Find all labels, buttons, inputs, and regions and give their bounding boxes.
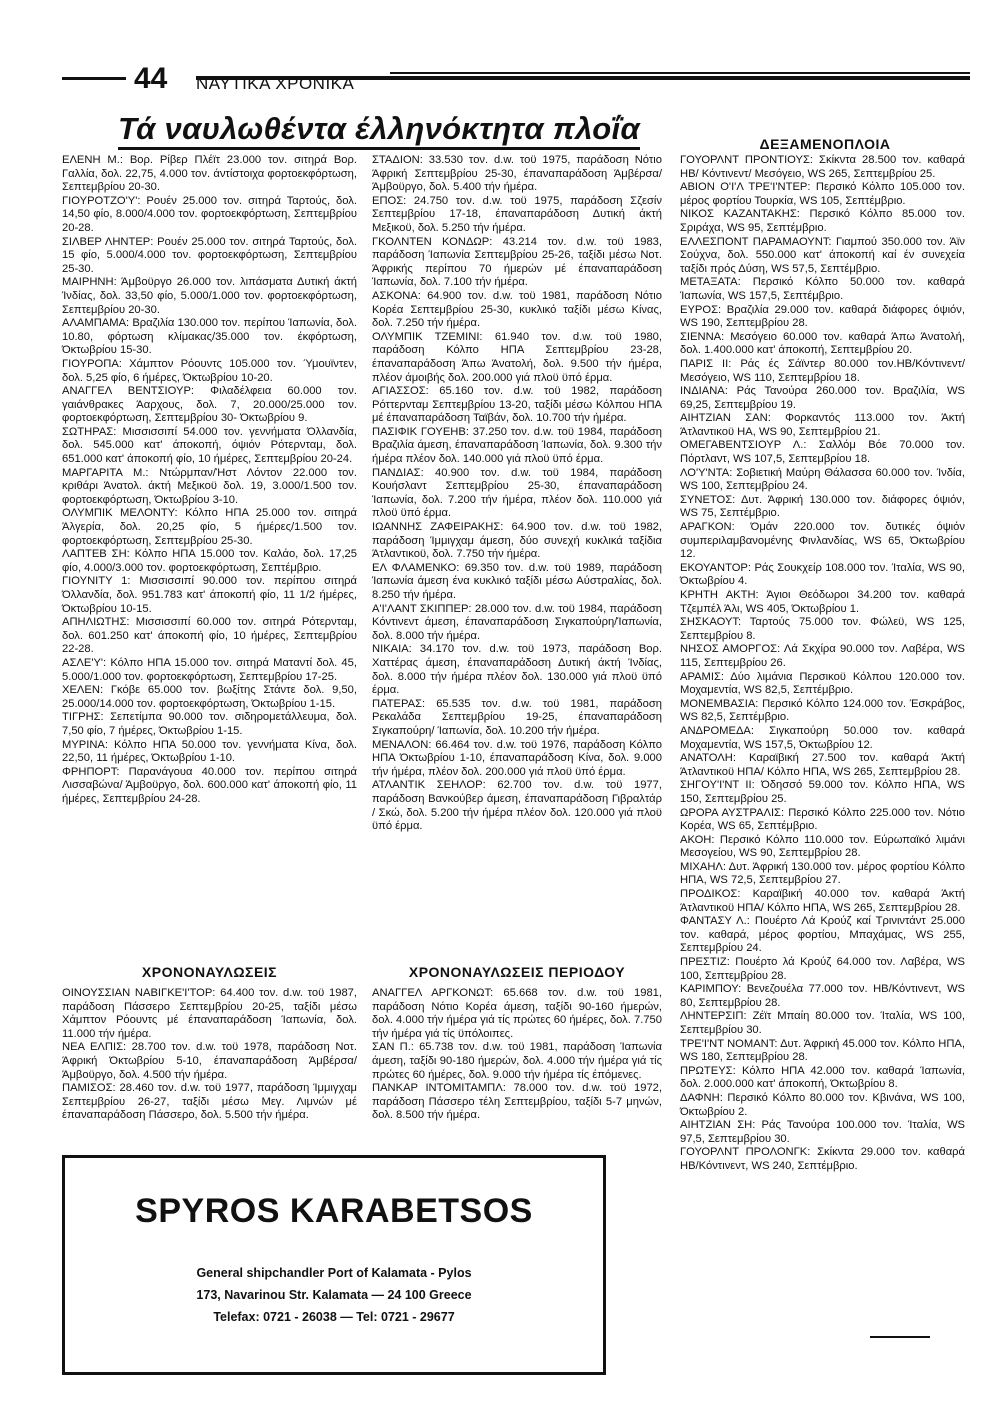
charter-entry: ΧΕΛΕΝ: Γκόβε 65.000 τον. βωξίτης Στάντε δολ. 9,50, 25.000/14.000 τον. φορτοεκφόρτωση, Όκτωβρίου 1-15.: [62, 684, 357, 710]
charter-entry: ΜΙΧΑΗΛ: Δυτ. Άφρική 130.000 τον. μέρος φορτίου Κόλπο ΗΠΑ, WS 72,5, Σεπτεμβρίου 27.: [680, 860, 965, 887]
charter-entry: ΣΙΕΝΝΑ: Μεσόγειο 60.000 τον. καθαρά Άπω Άνατολή, δολ. 1.400.000 κατ' άποκοπή, Σεπτεμβρίου 20.: [680, 330, 965, 357]
charter-entry: ΕΛ ΦΛΑΜΕΝΚΟ: 69.350 τον. d.w. τοϋ 1989, παράδοση Ίαπωνία άμεση ένα κυκλικό ταξίδι μέσω Αύστραλίας, δολ. 8.250 τήν ήμέρα.: [372, 561, 662, 601]
charter-entry: ΑΡΑΓΚΟΝ: Όμάν 220.000 τον. δυτικές όψιόν συμπεριλαμβανομένης Φινλανδίας, WS 65, Όκτωβρίου 12.: [680, 521, 965, 561]
charter-entry: ΑΝΑΤΟΛΗ: Καραϊβική 27.500 τον. καθαρά Άκτή Άτλαντικοϋ ΗΠΑ/ Κόλπο ΗΠΑ, WS 265, Σεπτεμβρίου 28.: [680, 752, 965, 778]
charter-entry: Α'Ι'ΛΑΝΤ ΣΚΙΠΠΕΡ: 28.000 τον. d.w. τοϋ 1984, παράδοση Κόντινεντ άμεση, έπαναπαράδοση Σιγκαπούρη/Ίαπωνία, δολ. 8.000 τήν ήμέρα.: [372, 602, 662, 642]
charter-entry: ΦΡΗΠΟΡΤ: Παρανάγουα 40.000 τον. περίπου σιτηρά Λισσαβώνα/ Άμβοϋργο, δολ. 600.000 κατ' άποκοπή φίο, 11 ήμέρες, Σεπτεμβρίου 24-28.: [62, 765, 357, 805]
charter-entry: ΟΛΥΜΠΙΚ ΤΖΕΜΙΝΙ: 61.940 τον. d.w. τοϋ 1980, παράδοση Κόλπο ΗΠΑ Σεπτεμβρίου 23-28, έπαναπαράδοση Άπω Άνατολή, δολ. 9.500 τήν ήμέρα, πλέον άμοιβής δολ. 200.000 γιά πλοϋ ϋπό έρμα.: [372, 330, 662, 384]
charter-entry: ΤΙΓΡΗΣ: Σεπετίμπα 90.000 τον. σιδηρομετάλλευμα, δολ. 7,50 φίο, 7 ήμέρες, Όκτωβρίου 1-15.: [62, 711, 357, 737]
charter-entry: ΟΜΕΓΑΒΕΝΤΣΙΟΥΡ Λ.: Σαλλόμ Βόε 70.000 τον. Πόρτλαντ, WS 107,5, Σεπτεμβρίου 18.: [680, 439, 965, 466]
charter-entry: ΑΣΛΕ'Υ': Κόλπο ΗΠΑ 15.000 τον. σιτηρά Ματαντί δολ. 45, 5.000/1.000 τον. φορτοεκφόρτωση, Σεπτεμβρίου 17-25.: [62, 656, 357, 683]
charter-entry: ΠΑΜΙΣΟΣ: 28.460 τον. d.w. τοϋ 1977, παράδοση Ίμμιγχαμ Σεπτεμβρίου 26-27, ταξίδι μέσω Μεγ. Λιμνών μέ έπαναπαράδοση Πάσσερο, δολ. 5.500 τήν ήμέρα.: [62, 1082, 357, 1122]
advertisement-box: [62, 1155, 606, 1375]
charter-entry: ΠΡΟΔΙΚΟΣ: Καραϊβική 40.000 τον. καθαρά Άκτή Άτλαντικοϋ ΗΠΑ/ Κόλπο ΗΠΑ, WS 265, Σεπτεμβρίου 28.: [680, 888, 965, 914]
charter-entry: ΔΑΦΝΗ: Περσικό Κόλπο 80.000 τον. Κβινάνα, WS 100, Όκτωβρίου 2.: [680, 1091, 965, 1118]
charter-entry: ΕΛΕΝΗ Μ.: Βορ. Ρίβερ Πλέϊτ 23.000 τον. σιτηρά Βορ. Γαλλία, δολ. 22,75, 4.000 τον. άντίστοιχα φορτοεκφόρτωση, Σεπτεμβρίου 20-30.: [62, 154, 357, 194]
charter-entry: ΑΝΔΡΟΜΕΔΑ: Σιγκαπούρη 50.000 τον. καθαρά Μοχαμεντία, WS 157,5, Όκτωβρίου 12.: [680, 724, 965, 751]
charter-entry: ΓΟΥΟΡΛΝΤ ΠΡΟΝΤΙΟΥΣ: Σκίκντα 28.500 τον. καθαρά ΗΒ/ Κόντινεντ/ Μεσόγειο, WS 265, Σεπτεμβρίου 25.: [680, 154, 965, 180]
charter-entry: ΝΙΚΟΣ ΚΑΖΑΝΤΑΚΗΣ: Περσικό Κόλπο 85.000 τον. Σριράχα, WS 95, Σεπτέμβριο.: [680, 208, 965, 234]
charter-entry: ΛΗΝΤΕΡΣΙΠ: Ζέϊτ Μπαίη 80.000 τον. Ίταλία, WS 100, Σεπτεμβρίου 30.: [680, 1010, 965, 1036]
charter-entry: ΕΛΛΕΣΠΟΝΤ ΠΑΡΑΜΑΟΥΝΤ: Γιαμπού 350.000 τον. Άϊν Σούχνα, δολ. 550.000 κατ' άποκοπή καί έν συνεχεία ταξίδι πρός Δύση, WS 57,5, Σεπτέμβριο.: [680, 235, 965, 275]
advert-line-2: 173, Navarinou Str. Kalamata — 24 100 Greece: [196, 1288, 472, 1302]
charter-entry: ΑΚΟΗ: Περσικό Κόλπο 110.000 τον. Εύρωπαϊκό λιμάνι Μεσογείου, WS 90, Σεπτεμβρίου 28.: [680, 833, 965, 860]
charter-entry: ΑΝΑΓΓΕΛ ΒΕΝΤΣΙΟΥΡ: Φιλαδέλφεια 60.000 τον. γαιάνθρακες Άαρχους, δολ. 7, 20.000/25.000 τον. φορτοεκφόρτωση, Σεπτεμβρίου 30- Όκτωβρίου 9.: [62, 385, 357, 425]
charter-entry: ΠΑΡΙΣ ΙΙ: Ράς ές Σάϊντερ 80.000 τον.ΗΒ/Κόντινεντ/ Μεσόγειο, WS 110, Σεπτεμβρίου 18.: [680, 357, 965, 384]
charter-entry: ΛΑΠΤΕΒ ΣΗ: Κόλπο ΗΠΑ 15.000 τον. Καλάο, δολ. 17,25 φίο, 4.000/3.000 τον. φορτοεκφόρτωση, Σεπτέμβριο.: [62, 548, 357, 574]
charter-entry: ΜΥΡΙΝΑ: Κόλπο ΗΠΑ 50.000 τον. γεννήματα Κίνα, δολ. 22,50, 11 ήμέρες, Όκτωβρίου 1-10.: [62, 738, 357, 765]
header-rule-left: [62, 77, 126, 80]
page-title: Τά ναυλωθέντα έλληνόκτητα πλοΐα: [118, 112, 640, 150]
charter-entry: ΕΥΡΟΣ: Βραζιλία 29.000 τον. καθαρά διάφορες όψιόν, WS 190, Σεπτεμβρίου 28.: [680, 303, 965, 330]
charters-column-1: [62, 154, 357, 807]
charter-entry: ΜΕΤΑΞΑΤΑ: Περσικό Κόλπο 50.000 τον. καθαρά Ίαπωνία, WS 157,5, Σεπτέμβριο.: [680, 276, 965, 302]
charter-entry: ΑΠΗΛΙΩΤΗΣ: Μισσισσιπί 60.000 τον. σιτηρά Ρότερνταμ, δολ. 601.250 κατ' άποκοπή φίο, 10 ήμέρες, Σεπτεμβρίου 22-28.: [62, 616, 357, 656]
charter-entry: ΣΩΤΗΡΑΣ: Μισσισσιπί 54.000 τον. γεννήματα Όλλανδία, δολ. 545.000 κατ' άποκοπή, όψιόν Ρότερνταμ, δολ. 651.000 κατ' άποκοπή φίο, 10 ήμέρες, Σεπτεμβρίου 20-24.: [62, 425, 357, 466]
charter-entry: ΙΝΔΙΑΝΑ: Ράς Τανούρα 260.000 τον. Βραζιλία, WS 69,25, Σεπτεμβρίου 19.: [680, 385, 965, 411]
advert-company-name: SPYROS KARABETSOS: [135, 1192, 533, 1230]
charter-entry: ΜΑΙΡΗΝΗ: Άμβοϋργο 26.000 τον. λιπάσματα Δυτική άκτή Ίνδίας, δολ. 33,50 φίο, 5.000/1.000 τον. φορτοεκφόρτωση, Σεπτεμβρίου 20-30.: [62, 276, 357, 316]
period-charters-list: [372, 987, 662, 1123]
charter-entry: ΝΗΣΟΣ ΑΜΟΡΓΟΣ: Λά Σκχίρα 90.000 τον. Λαβέρα, WS 115, Σεπτεμβρίου 26.: [680, 643, 965, 669]
tankers-column: [680, 154, 965, 1174]
page-number: 44: [134, 62, 168, 95]
charter-entry: ΠΑΣΙΦΙΚ ΓΟΥΕΗΒ: 37.250 τον. d.w. τοϋ 1984, παράδοση Βραζιλία άμεση, έπαναπαράδοση Ίαπωνία, δολ. 9.300 τήν ήμέρα πλέον δολ. 140.000 γιά πλοϋ ϋπό έρμα.: [372, 425, 662, 466]
charter-entry: ΑΡΑΜΙΣ: Δύο λιμάνια Περσικοϋ Κόλπου 120.000 τον. Μοχαμεντία, WS 82,5, Σεπτέμβριο.: [680, 670, 965, 697]
publication-name: ΝΑΥΤΙΚΑ ΧΡΟΝΙΚΑ: [196, 74, 355, 93]
end-rule: [870, 1336, 930, 1338]
charter-entry: ΑΛΑΜΠΑΜΑ: Βραζιλία 130.000 τον. περίπου Ίαπωνία, δολ. 10.80, φόρτωση κλίμακας/35.000 τον. έκφόρτωση, Όκτωβρίου 15-30.: [62, 317, 357, 357]
charter-entry: ΑΒΙΟΝ Ο'Ι'Λ ΤΡΕ'Ι'ΝΤΕΡ: Περσικό Κόλπο 105.000 τον. μέρος φορτίου Τουρκία, WS 105, Σεπτέμβριο.: [680, 181, 965, 207]
charter-entry: ΤΡΕ'Ι'ΝΤ ΝΟΜΑΝΤ: Δυτ. Άφρική 45.000 τον. Κόλπο ΗΠΑ, WS 180, Σεπτεμβρίου 28.: [680, 1037, 965, 1064]
charter-entry: ΑΣΚΟΝΑ: 64.900 τον. d.w. τοϋ 1981, παράδοση Νότιο Κορέα Σεπτεμβρίου 25-30, κυκλικό ταξίδι μέσω Κίνας, δολ. 7.250 τήν ήμέρα.: [372, 289, 662, 330]
charter-entry: ΠΡΕΣΤΙΖ: Πουέρτο λά Κρούζ 64.000 τον. Λαβέρα, WS 100, Σεπτεμβρίου 28.: [680, 956, 965, 982]
charter-entry: ΠΑΝΚΑΡ ΙΝΤΟΜΙΤΑΜΠΛ: 78.000 τον. d.w. τοϋ 1972, παράδοση Πάσσερο τέλη Σεπτεμβρίου, ταξίδι 5-7 μηνών, δολ. 8.500 τήν ήμέρα.: [372, 1082, 662, 1122]
charter-entry: ΠΡΩΤΕΥΣ: Κόλπο ΗΠΑ 42.000 τον. καθαρά Ίαπωνία, δολ. 2.000.000 κατ' άποκοπή, Όκτωβρίου 8.: [680, 1064, 965, 1091]
charter-entry: ΙΩΑΝΝΗΣ ΖΑΦΕΙΡΑΚΗΣ: 64.900 τον. d.w. τοϋ 1982, παράδοση Ίμμιγχαμ άμεση, δύο συνεχή κυκλικά ταξίδια Άτλαντικοϋ, δολ. 7.750 τήν ήμέρα.: [372, 521, 662, 561]
charter-entry: ΣΑΝ Π.: 65.738 τον. d.w. τοϋ 1981, παράδοση Ίαπωνία άμεση, ταξίδι 90-180 ήμερών, δολ. 4.000 τήν ήμέρα γιά τίς πρώτες 60 ήμέρες, δολ. 9.000 τήν ήμέρα τίς έπόμενες.: [372, 1041, 662, 1081]
charters-column-2: [372, 154, 662, 834]
timecharters-list: [62, 987, 357, 1123]
charter-entry: ΑΝΑΓΓΕΛ ΑΡΓΚΟΝΩΤ: 65.668 τον. d.w. τοϋ 1981, παράδοση Νότιο Κορέα άμεση, ταξίδι 90-160 ήμερών, δολ. 4.000 τήν ήμέρα γιά τίς πρώτες 60 ήμέρες, δολ. 7.750 τήν ήμέρα γιά τίς ϋπόλοιπες.: [372, 987, 662, 1040]
charter-entry: ΑΙΗΤΖΙΑΝ ΣΗ: Ράς Τανούρα 100.000 τον. Ίταλία, WS 97,5, Σεπτεμβρίου 30.: [680, 1119, 965, 1145]
charter-entry: ΟΙΝΟΥΣΣΙΑΝ ΝΑΒΙΓΚΕ'Ι'ΤΟΡ: 64.400 τον. d.w. τοϋ 1987, παράδοση Πάσσερο Σεπτεμβρίου 20-25, ταξίδι μέσω Χάμπτον Ρόουντς μέ έπαναπαράδοση Ίαπωνία, δολ. 11.000 τήν ήμέρα.: [62, 987, 357, 1040]
charter-entry: ΚΑΡΙΜΠΟΥ: Βενεζουέλα 77.000 τον. ΗΒ/Κόντινεντ, WS 80, Σεπτεμβρίου 28.: [680, 983, 965, 1009]
charter-entry: ΚΡΗΤΗ ΑΚΤΗ: Άγιοι Θεόδωροι 34.200 τον. καθαρά Τζεμπέλ Άλι, WS 405, Όκτωβρίου 1.: [680, 589, 965, 615]
advert-line-1: General shipchandler Port of Kalamata - Pylos: [196, 1266, 472, 1280]
charter-entry: ΜΟΝΕΜΒΑΣΙΑ: Περσικό Κόλπο 124.000 τον. Έσκράβος, WS 82,5, Σεπτέμβριο.: [680, 697, 965, 724]
charter-entry: ΦΑΝΤΑΣΥ Λ.: Πουέρτο Λά Κρούζ καί Τρινιντάντ 25.000 τον. καθαρά, μέρος φορτίου, Μπαχάμας, WS 255, Σεπτεμβρίου 24.: [680, 915, 965, 955]
charter-entry: ΣΥΝΕΤΟΣ: Δυτ. Άφρική 130.000 τον. διάφορες όψιόν, WS 75, Σεπτέμβριο.: [680, 493, 965, 520]
charter-entry: ΓΙΟΥΡΟΠΑ: Χάμπτον Ρόουντς 105.000 τον. Ύμουϊντεν, δολ. 5,25 φίο, 6 ήμέρες, Όκτωβρίου 10-20.: [62, 357, 357, 384]
charter-entry: ΩΡΟΡΑ ΑΥΣΤΡΑΛΙΣ: Περσικό Κόλπο 225.000 τον. Νότιο Κορέα, WS 65, Σεπτέμβριο.: [680, 806, 965, 833]
timecharters-heading: ΧΡΟΝΟΝΑΥΛΩΣΕΙΣ: [141, 964, 278, 980]
charter-entry: ΓΟΥΟΡΛΝΤ ΠΡΟΛΟΝΓΚ: Σκίκντα 29.000 τον. καθαρά ΗΒ/Κόντινεντ, WS 240, Σεπτέμβριο.: [680, 1146, 965, 1172]
advert-line-3: Telefax: 0721 - 26038 — Tel: 0721 - 29677: [213, 1310, 455, 1324]
charter-entry: ΓΙΟΥΡΟΤΖΟ'Υ': Ρουέν 25.000 τον. σιτηρά Ταρτούς, δολ. 14,50 φίο, 8.000/4.000 τον. φορτοεκφόρτωση, Σεπτεμβρίου 20-28.: [62, 194, 357, 234]
charter-entry: ΣΤΑΔΙΟΝ: 33.530 τον. d.w. τοϋ 1975, παράδοση Νότιο Άφρική Σεπτεμβρίου 25-30, έπαναπαράδοση Άμβέρσα/ Άμβοϋργο, δολ. 5.400 τήν ήμέρα.: [372, 154, 662, 194]
charter-entry: ΠΑΝΔΙΑΣ: 40.900 τον. d.w. τοϋ 1984, παράδοση Κουήσλαντ Σεπτεμβρίου 25-30, έπαναπαράδοση Ίαπωνία, δολ. 7.200 τήν ήμέρα, πλέον δολ. 110.000 γιά πλοϋ ϋπό έρμα.: [372, 466, 662, 520]
charter-entry: ΕΠΟΣ: 24.750 τον. d.w. τοϋ 1975, παράδοση Σζεσίν Σεπτεμβρίου 17-18, έπαναπαράδοση Δυτική άκτή Μεξικοϋ, δολ. 5.250 τήν ήμέρα.: [372, 194, 662, 234]
charter-entry: ΛΟ'Υ'ΝΤΑ: Σοβιετική Μαύρη Θάλασσα 60.000 τον. Ίνδία, WS 100, Σεπτεμβρίου 24.: [680, 466, 965, 493]
charter-entry: ΠΑΤΕΡΑΣ: 65.535 τον. d.w. τοϋ 1981, παράδοση Ρεκαλάδα Σεπτεμβρίου 19-25, έπαναπαράδοση Σιγκαπούρη/ Ίαπωνία, δολ. 10.200 τήν ήμέρα.: [372, 697, 662, 737]
charter-entry: ΑΓΙΑΣΣΟΣ: 65.160 τον. d.w. τοϋ 1982, παράδοση Ρόττερνταμ Σεπτεμβρίου 13-20, ταξίδι μέσω Κόλπου ΗΠΑ μέ έπαναπαράδοση Ταϊβάν, δολ. 10.700 τήν ήμέρα.: [372, 385, 662, 425]
charter-entry: ΣΗΓΟΥ'Ι'ΝΤ ΙΙ: Όδησσό 59.000 τον. Κόλπο ΗΠΑ, WS 150, Σεπτεμβρίου 25.: [680, 779, 965, 805]
charter-entry: ΜΑΡΓΑΡΙΤΑ Μ.: Ντώρμπαν/Ήστ Λόντον 22.000 τον. κριθάρι Άνατολ. άκτή Μεξικοϋ δολ. 19, 3.000/1.500 τον. φορτοεκφόρτωση, Όκτωβρίου 3-10.: [62, 466, 357, 506]
charter-entry: ΜΕΝΑΛΟΝ: 66.464 τον. d.w. τοϋ 1976, παράδοση Κόλπο ΗΠΑ Όκτωβρίου 1-10, έπαναπαράδοση Κίνα, δολ. 9.000 τήν ήμέρα, πλέον δολ. 200.000 γιά πλοϋ ϋπό έρμα.: [372, 738, 662, 778]
charter-entry: ΕΚΟΥΑΝΤΟΡ: Ράς Σουκχείρ 108.000 τον. Ίταλία, WS 90, Όκτωβρίου 4.: [680, 561, 965, 588]
charter-entry: ΓΚΟΛΝΤΕΝ ΚΟΝΔΩΡ: 43.214 τον. d.w. τοϋ 1983, παράδοση Ίαπωνία Σεπτεμβρίου 25-26, ταξίδι μέσω Νοτ. Άφρικής περίπου 70 ήμερών μέ έπαναπαράδοση Ίαπωνία, δολ. 7.100 τήν ήμέρα.: [372, 235, 662, 289]
charter-entry: ΝΙΚΑΙΑ: 34.170 τον. d.w. τοϋ 1973, παράδοση Βορ. Χαττέρας άμεση, έπαναπαράδοση Δυτική άκτή Ίνδίας, δολ. 8.000 τήν ήμέρα πλέον δολ. 130.000 γιά πλοϋ ϋπό έρμα.: [372, 643, 662, 697]
charter-entry: ΝΕΑ ΕΛΠΙΣ: 28.700 τον. d.w. τοϋ 1978, παράδοση Νοτ. Άφρική Όκτωβρίου 5-10, έπαναπαράδοση Άμβέρσα/ Άμβοϋργο, δολ. 4.500 τήν ήμέρα.: [62, 1041, 357, 1081]
tankers-heading: ΔΕΞΑΜΕΝΟΠΛΟΙΑ: [759, 136, 891, 152]
charter-entry: ΑΤΛΑΝΤΙΚ ΣΕΗΛΟΡ: 62.700 τον. d.w. τοϋ 1977, παράδοση Βανκούβερ άμεση, έπαναπαράδοση Γιβραλτάρ / Σκώ, δολ. 5.200 τήν ήμέρα πλέον δολ. 120.000 γιά πλοϋ ϋπό έρμα.: [372, 779, 662, 833]
charter-entry: ΓΙΟΥΝΙΤΥ 1: Μισσισσιπί 90.000 τον. περίπου σιτηρά Όλλανδία, δολ. 951.783 κατ' άποκοπή φίο, 11 1/2 ήμέρες, Όκτωβρίου 10-15.: [62, 575, 357, 615]
charter-entry: ΑΙΗΤΖΙΑΝ ΣΑΝ: Φορκαντός 113.000 τον. Άκτή Άτλαντικοϋ ΗΑ, WS 90, Σεπτεμβρίου 21.: [680, 412, 965, 438]
charter-entry: ΣΙΛΒΕΡ ΛΗΝΤΕΡ: Ρουέν 25.000 τον. σιτηρά Ταρτούς, δολ. 15 φίο, 5.000/4.000 τον. φορτοεκφόρτωση, Σεπτεμβρίου 25-30.: [62, 235, 357, 275]
charter-entry: ΟΛΥΜΠΙΚ ΜΕΛΟΝΤΥ: Κόλπο ΗΠΑ 25.000 τον. σιτηρά Άλγερία, δολ. 20,25 φίο, 5 ήμέρες/1.500 τον. φορτοεκφόρτωση, Σεπτεμβρίου 25-30.: [62, 507, 357, 547]
charter-entry: ΣΗΣΚΑΟΥΤ: Ταρτούς 75.000 τον. Φώλεϋ, WS 125, Σεπτεμβρίου 8.: [680, 616, 965, 642]
period-charters-heading: ΧΡΟΝΟΝΑΥΛΩΣΕΙΣ ΠΕΡΙΟΔΟΥ: [408, 964, 626, 980]
header-rule-right: [390, 72, 970, 74]
